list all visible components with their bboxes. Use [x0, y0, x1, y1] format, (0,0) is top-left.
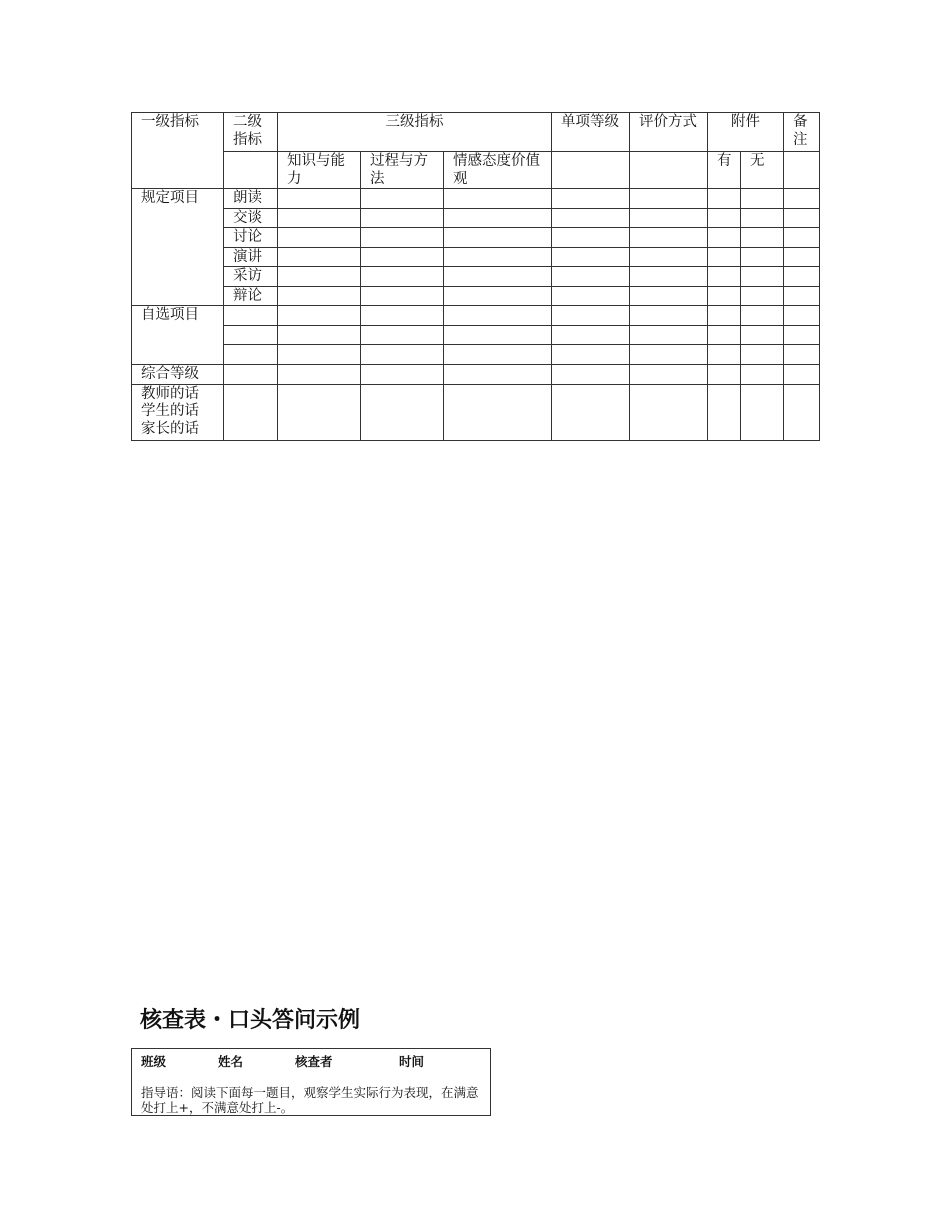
item-speech: 演讲 [224, 247, 278, 267]
student-comment-label: 学生的话 [141, 403, 199, 419]
item-reading: 朗读 [224, 189, 278, 209]
instructions-text: 指导语：阅读下面每一题目，观察学生实际行为表现，在满意处打上+，不满意处打上-。 [141, 1085, 479, 1115]
table-row [132, 345, 820, 365]
header-single-grade: 单项等级 [552, 113, 630, 152]
time-label: 时间 [399, 1054, 425, 1069]
group-required: 规定项目 [132, 189, 224, 306]
comments-cell [132, 384, 224, 440]
class-label: 班级 [141, 1054, 167, 1069]
empty-cell [630, 152, 708, 189]
teacher-comment-label: 教师的话 [141, 385, 199, 402]
name-label: 姓名 [218, 1054, 244, 1069]
table-row [132, 326, 820, 345]
checker-label: 核查者 [295, 1054, 333, 1069]
header-remark: 备注 [784, 113, 820, 152]
group-overall: 综合等级 [132, 365, 224, 385]
parent-comment-label: 家长的话 [141, 420, 199, 437]
table-row [132, 286, 820, 306]
group-optional: 自选项目 [132, 306, 224, 365]
header-has: 有 [708, 152, 741, 189]
item-discussion: 讨论 [224, 228, 278, 248]
empty-cell [224, 152, 278, 189]
header-level2: 二级指标 [224, 113, 278, 152]
table-row [132, 365, 820, 385]
table-row [132, 247, 820, 267]
header-level1: 一级指标 [132, 113, 224, 189]
header-level3: 三级指标 [278, 113, 552, 152]
table-row [132, 208, 820, 228]
item-debate: 辩论 [224, 286, 278, 306]
evaluation-table [131, 112, 820, 441]
header-attachment: 附件 [708, 113, 784, 152]
checklist-title: 核查表・口头答问示例 [140, 1008, 361, 1033]
header-knowledge: 知识与能力 [278, 152, 361, 189]
empty-cell [552, 152, 630, 189]
table-row [132, 384, 820, 440]
item-interview: 采访 [224, 267, 278, 287]
header-emotion: 情感态度价值观 [444, 152, 552, 189]
table-row [132, 306, 820, 326]
table-row [132, 267, 820, 287]
table-row [132, 228, 820, 248]
table-row [132, 189, 820, 209]
empty-cell [784, 152, 820, 189]
header-process: 过程与方法 [361, 152, 444, 189]
checklist-box [131, 1048, 491, 1116]
header-none: 无 [741, 152, 784, 189]
header-eval-method: 评价方式 [630, 113, 708, 152]
item-conversation: 交谈 [224, 208, 278, 228]
